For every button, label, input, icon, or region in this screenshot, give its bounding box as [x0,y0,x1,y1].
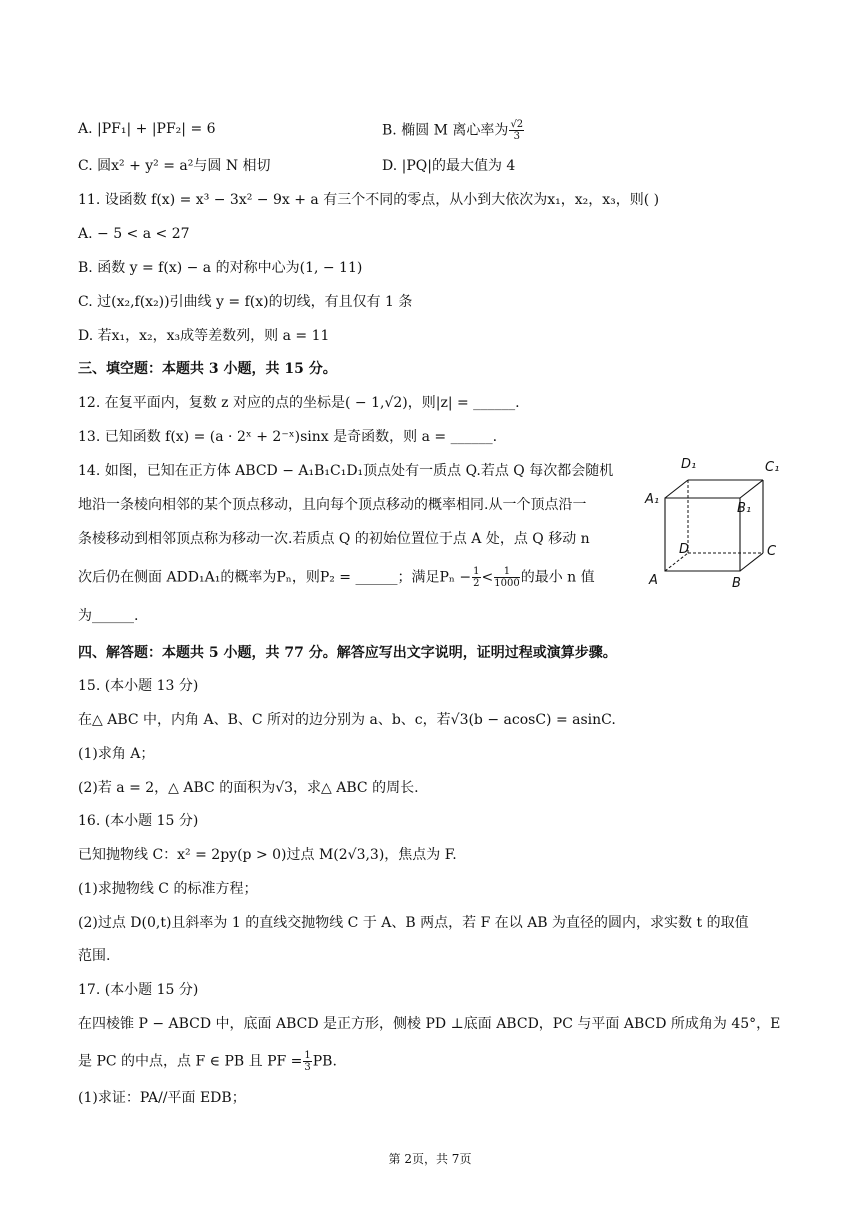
q14-fraction-thousandth [494,566,519,589]
label-c: C [767,544,777,559]
q14-line-4-text: 次后仍在侧面 ADD₁A₁的概率为Pₙ，则P₂ = ______；满足Pₙ − [78,569,472,586]
q16-header: 16. (本小题 15 分) [78,813,199,829]
q14-line-4-tail: 的最小 n 值 [520,569,595,586]
q16-stem: 已知抛物线 C：x² = 2py(p > 0)过点 M(2√3,3)，焦点为 F. [78,847,457,863]
q11-option-d: D. 若x₁，x₂，x₃成等差数列，则 a = 11 [78,328,330,344]
label-d: D [679,542,690,557]
label-a: A [649,573,658,588]
q17-header: 17. (本小题 15 分) [78,982,199,998]
q17-stem-2-text: 是 PC 的中点，点 F ∈ PB 且 PF = [78,1053,303,1070]
q15-part-1: (1)求角 A； [78,746,155,762]
q10-option-b-text: B. 椭圆 M 离心率为 [382,122,509,139]
label-c1: C₁ [765,460,780,475]
fraction-denominator: 3 [304,1062,311,1073]
label-b1: B₁ [737,501,752,516]
fraction-numerator: 1 [304,1050,311,1061]
fraction-numerator: 1 [473,566,480,577]
label-b: B [732,576,741,591]
q14-line-5: 为______. [78,608,139,624]
q10-option-a: A. |PF₁| + |PF₂| = 6 [78,121,216,137]
q16-part-2: (2)过点 D(0,t)且斜率为 1 的直线交抛物线 C 于 A、B 两点，若 F 在以 AB 为直径的圆内，求实数 t 的取值 [78,915,749,931]
section-3-heading: 三、填空题：本题共 3 小题，共 15 分。 [78,361,337,377]
q17-stem-1: 在四棱锥 P − ABCD 中，底面 ABCD 是正方形，侧棱 PD ⊥底面 ABCD，PC 与平面 ABCD 所成角为 45°，E [78,1016,781,1032]
q10-option-c: C. 圆x² + y² = a²与圆 N 相切 [78,158,271,174]
q15-header: 15. (本小题 13 分) [78,678,199,694]
q10-option-b-fraction [509,119,524,142]
q14-less-than: < [481,569,494,586]
label-a1: A₁ [645,492,660,507]
section-4-heading: 四、解答题：本题共 5 小题，共 77 分。解答应写出文字说明，证明过程或演算步骤。 [78,645,617,661]
q14-line-3: 条棱移动到相邻顶点称为移动一次.若质点 Q 的初始位置位于点 A 处，点 Q 移动 n [78,531,590,547]
q10-option-b [382,119,525,142]
q17-fraction-third [303,1050,311,1073]
label-d1: D₁ [681,458,697,472]
edge-a1d1 [665,480,688,498]
q17-stem-2-tail: PB. [312,1053,337,1070]
cube-figure [643,458,793,598]
q12: 12. 在复平面内，复数 z 对应的点的坐标是( − 1,√2)，则|z| = ______. [78,395,520,411]
fraction-numerator: 1 [494,566,519,578]
q13: 13. 已知函数 f(x) = (a · 2ˣ + 2⁻ˣ)sinx 是奇函数，则 a = ______. [78,429,498,445]
q14-line-4 [78,566,595,589]
q14-line-1: 14. 如图，已知在正方体 ABCD − A₁B₁C₁D₁顶点处有一质点 Q.若点 Q 每次都会随机 [78,463,614,479]
q11-option-a: A. − 5 < a < 27 [78,226,190,242]
fraction-denominator: 2 [473,578,480,589]
cube-front-face [665,498,740,571]
edge-bc [740,553,763,571]
page-footer: 第 2页，共 7页 [388,1152,472,1166]
fraction-numerator: √2 [510,119,524,130]
q16-part-2-cont: 范围. [78,948,111,964]
q14-line-2: 地沿一条棱向相邻的某个顶点移动，且向每个顶点移动的概率相同.从一个顶点沿一 [78,497,587,513]
fraction-denominator: 3 [513,131,520,142]
q16-part-1: (1)求抛物线 C 的标准方程； [78,881,258,897]
q17-part-1: (1)求证：PA//平面 EDB； [78,1090,246,1106]
edge-b1c1 [740,480,763,498]
q15-part-2: (2)若 a = 2，△ ABC 的面积为√3，求△ ABC 的周长. [78,780,419,796]
q11-option-b: B. 函数 y = f(x) − a 的对称中心为(1, − 11) [78,260,363,276]
fraction-denominator: 1000 [494,578,520,589]
q10-option-d: D. |PQ|的最大值为 4 [382,158,516,174]
q17-stem-2 [78,1050,337,1073]
q15-stem: 在△ ABC 中，内角 A、B、C 所对的边分别为 a、b、c，若√3(b − acosC) = asinC. [78,712,616,728]
q14-fraction-half [472,566,480,589]
q11-option-c: C. 过(x₂,f(x₂))引曲线 y = f(x)的切线，有且仅有 1 条 [78,294,413,310]
q11-stem: 11. 设函数 f(x) = x³ − 3x² − 9x + a 有三个不同的零点，从小到大依次为x₁，x₂，x₃，则( ) [78,192,660,208]
